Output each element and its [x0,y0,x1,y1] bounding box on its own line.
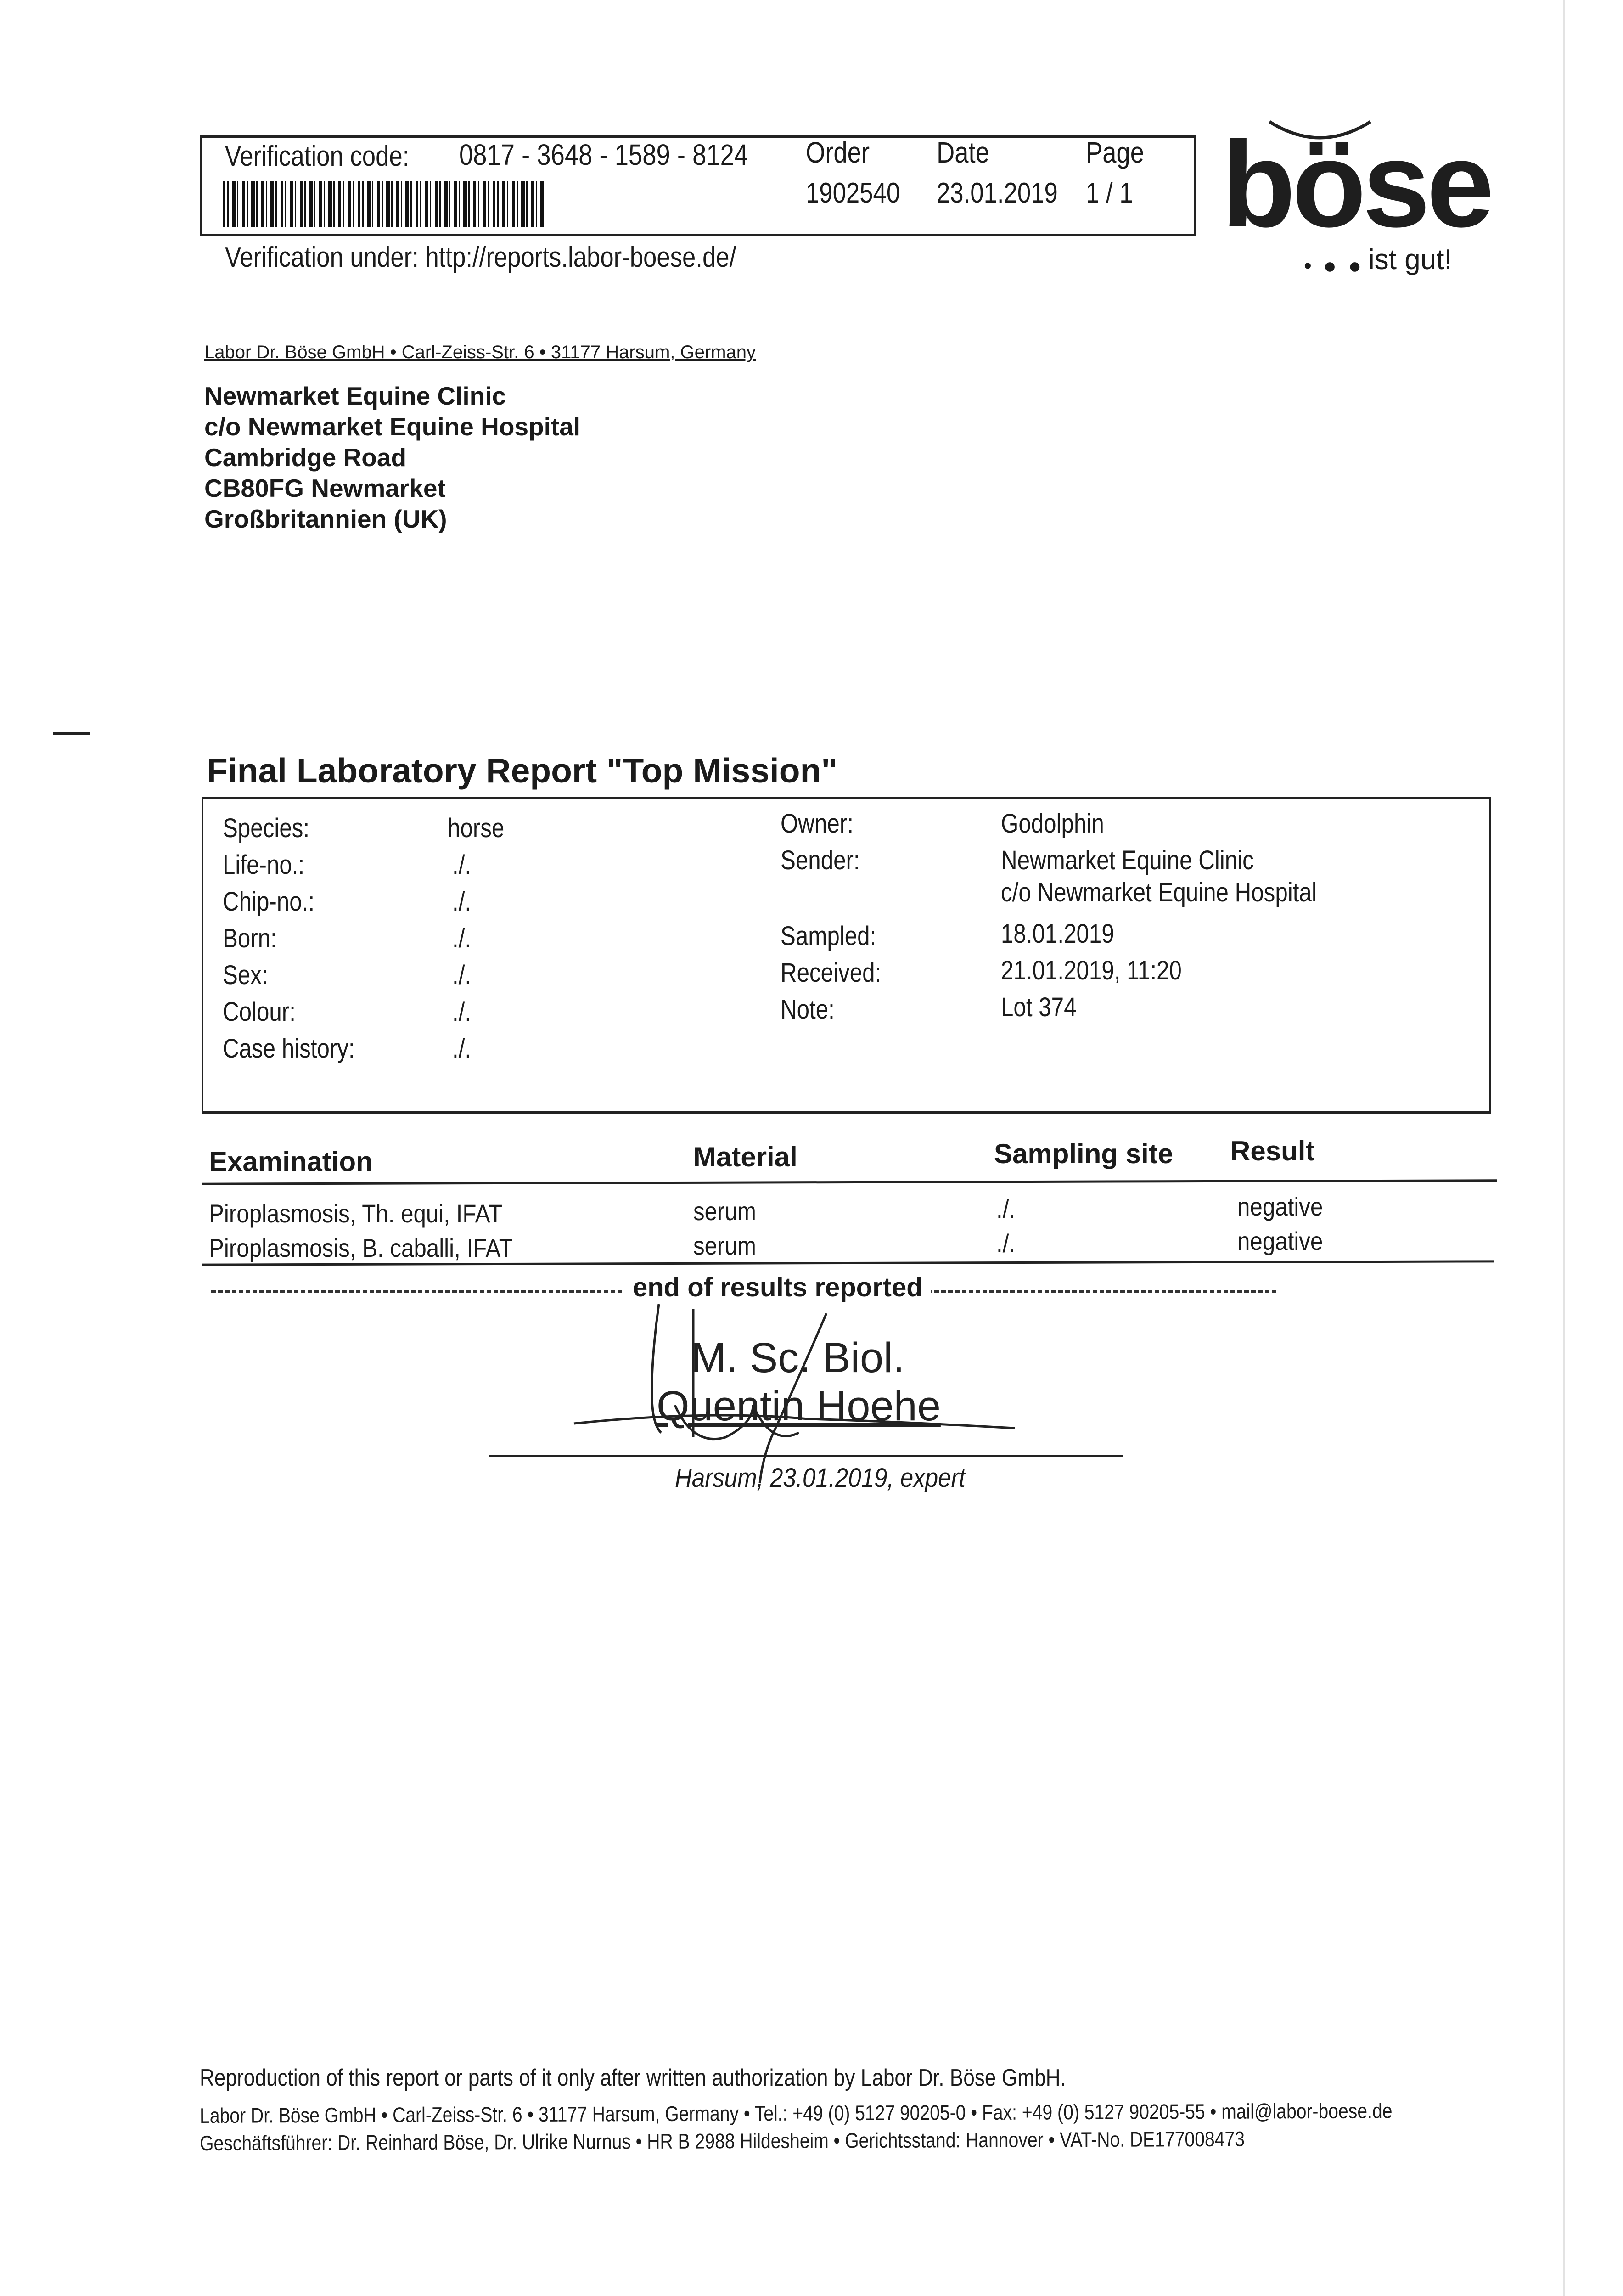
signer-title: M. Sc. Biol. [691,1334,905,1381]
order-label: Order [806,136,870,169]
sender-value: Newmarket Equine Clinic [1001,845,1254,875]
info-value: ./. [452,997,472,1027]
barcode [223,181,544,227]
info-value: ./. [452,887,472,917]
column-header-material: Material [693,1142,797,1172]
signature-place-date: Harsum, 23.01.2019, expert [675,1463,966,1493]
logo-tagline: ist gut! [1368,244,1452,276]
date-value: 23.01.2019 [937,177,1058,209]
table-cell: Piroplasmosis, Th. equi, IFAT [209,1199,503,1228]
info-label: Chip-no.: [223,887,315,917]
sender-label: Sender: [781,845,860,875]
table-cell: ./. [996,1194,1016,1223]
column-header-sampling-site: Sampling site [994,1138,1174,1169]
order-value: 1902540 [806,177,900,209]
sampled-value: 18.01.2019 [1001,919,1114,949]
page-label: Page [1086,136,1145,169]
sender-address-line: Labor Dr. Böse GmbH • Carl-Zeiss-Str. 6 • 31177 Harsum, Germany [204,342,756,362]
owner-value: Godolphin [1001,809,1104,838]
column-header-examination: Examination [209,1146,373,1177]
report-title: Final Laboratory Report "Top Mission" [207,751,837,790]
info-label: Sex: [223,960,268,990]
note-value: Lot 374 [1001,992,1077,1022]
footer-company-details: Geschäftsführer: Dr. Reinhard Böse, Dr. Ulrike Nurnus • HR B 2988 Hildesheim • Gerichtsstand: Hannover • VAT-No. DE177008473 [200,2127,1245,2155]
sampled-label: Sampled: [781,921,876,951]
verification-label: Verification code: [225,141,410,172]
column-header-result: Result [1230,1136,1315,1166]
received-value: 21.01.2019, 11:20 [1001,956,1182,985]
info-value: horse [448,813,505,843]
table-cell: serum [693,1231,756,1260]
received-label: Received: [781,958,882,988]
table-cell: Piroplasmosis, B. caballi, IFAT [209,1233,513,1262]
table-cell: serum [693,1197,756,1226]
table-rule [202,1179,1497,1185]
page-value: 1 / 1 [1086,177,1133,209]
signer-name: Quentin Hoehe [657,1383,941,1429]
info-label: Species: [223,813,310,843]
patient-info-box [202,797,1491,1114]
info-value: ./. [452,960,472,990]
owner-label: Owner: [781,809,854,838]
info-label: Case history: [223,1034,355,1064]
end-of-results-text: end of results reported [624,1272,931,1303]
recipient-line: c/o Newmarket Equine Hospital [204,412,581,441]
table-cell: ./. [996,1229,1016,1258]
note-label: Note: [781,995,835,1024]
recipient-line: Newmarket Equine Clinic [204,382,506,410]
date-label: Date [937,136,989,169]
logo-dots-icon: • ● ● [1304,254,1365,278]
footer-address: Labor Dr. Böse GmbH • Carl-Zeiss-Str. 6 • 31177 Harsum, Germany • Tel.: +49 (0) 5127 90205-0 • Fax: +49 (0) 5127 90205-55 • mail@labor-boese.de [200,2099,1393,2127]
info-value: ./. [452,923,472,953]
info-label: Born: [223,923,277,953]
info-value: ./. [452,1034,472,1064]
recipient-line: Großbritannien (UK) [204,505,447,533]
footer-reproduction-note: Reproduction of this report or parts of it only after written authorization by Labor Dr. Böse GmbH. [200,2065,1066,2091]
signature-rule [489,1455,1123,1457]
table-cell: negative [1237,1192,1323,1221]
fold-mark [53,732,90,735]
sender-value: c/o Newmarket Equine Hospital [1001,878,1317,907]
info-label: Colour: [223,997,296,1027]
table-cell: negative [1237,1227,1323,1255]
logo-wordmark: böse [1221,117,1491,253]
scan-edge [1563,0,1565,2296]
info-label: Life-no.: [223,850,305,880]
recipient-line: Cambridge Road [204,443,407,472]
recipient-line: CB80FG Newmarket [204,474,446,502]
verification-code: 0817 - 3648 - 1589 - 8124 [459,138,748,171]
info-value: ./. [452,850,472,880]
verification-url: Verification under: http://reports.labor-boese.de/ [225,242,736,273]
